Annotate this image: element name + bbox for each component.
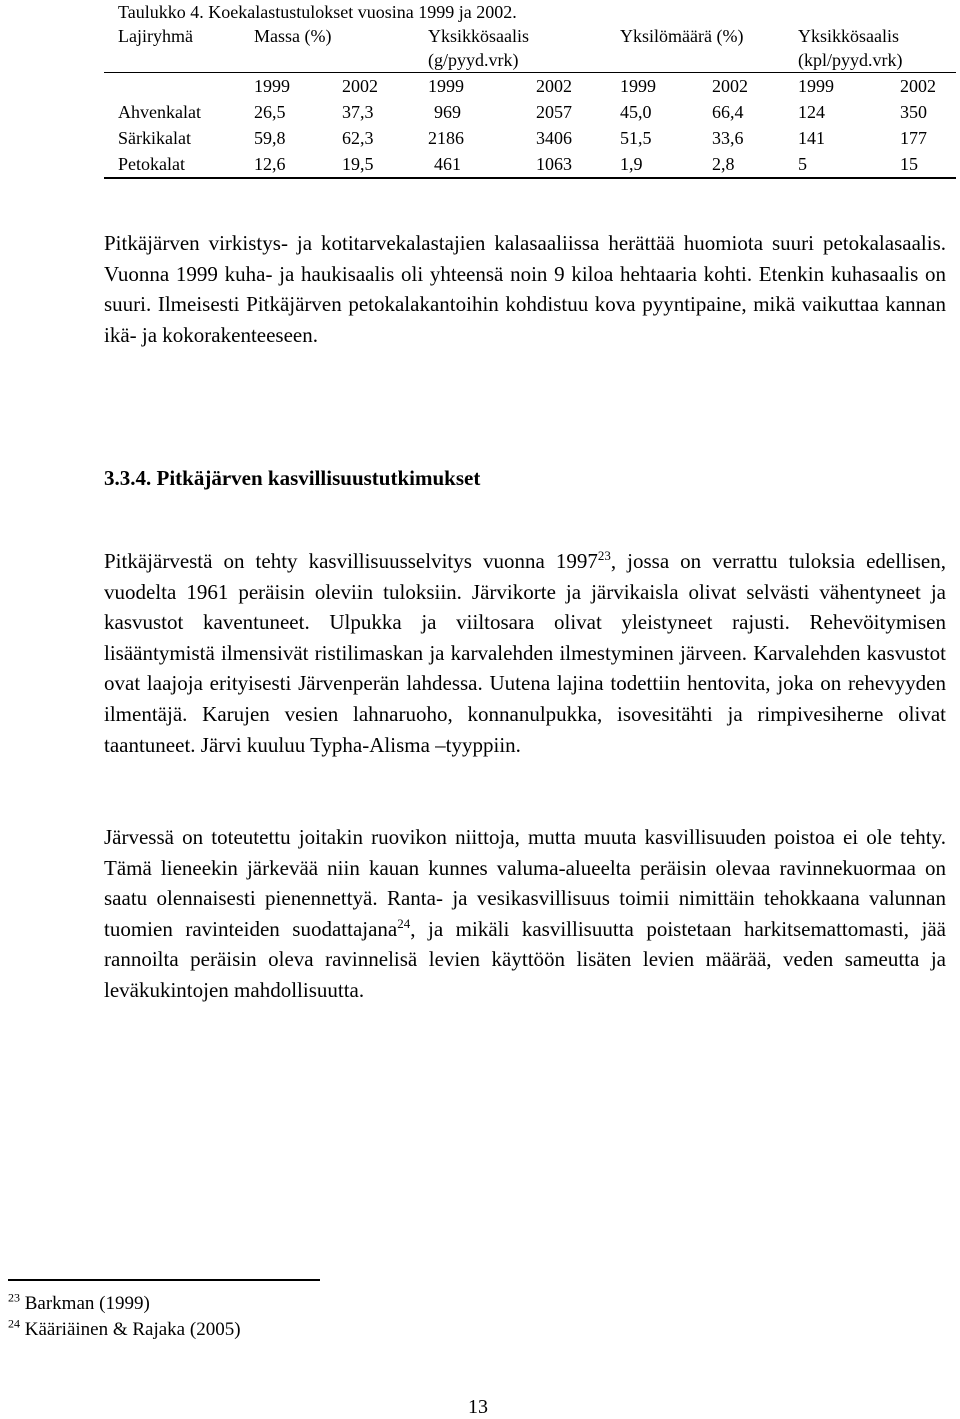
value-cell: 969: [434, 102, 462, 122]
value-cell: 59,8: [254, 128, 286, 148]
value-cell: 12,6: [250, 151, 334, 178]
results-table: [104, 24, 956, 179]
value-cell: 15: [882, 151, 956, 178]
table-row: [104, 151, 956, 178]
paragraph-vegetation-survey: [104, 546, 946, 760]
value-cell: 62,3: [342, 128, 374, 148]
header-group: Lajiryhmä: [104, 24, 250, 73]
footnote-number: 23: [8, 1290, 20, 1305]
value-cell: 45,0: [620, 102, 652, 122]
paragraph-text: Pitkäjärvestä on tehty kasvillisuusselvitys vuonna 1997: [104, 549, 598, 573]
value-cell: 26,5: [254, 102, 286, 122]
header-yksilomaara: Yksilömäärä (%): [612, 24, 792, 73]
header-massa: Massa (%): [250, 24, 420, 73]
value-cell: 37,3: [342, 102, 374, 122]
year-cell: 1999: [428, 76, 465, 96]
value-cell: 33,6: [712, 128, 744, 148]
value-cell: 2,8: [700, 151, 792, 178]
value-cell: 461: [420, 151, 520, 178]
paragraph-text: , jossa on verrattu tuloksia edellisen, vuodelta 1961 peräisin oleviin tuloksiin. Järvikorte ja järvikaisla olivat selvästi vähentyneet ja kasvustot kaventuneet. Ulpukka ja viiltosara olivat yleistyneet rajusti. Rehevöitymisen lisääntymistä ilmensivät ristilimaskan ja karvalehden ilmestyminen järveen. Karvalehden kasvustot ovat laajoja erityisesti Järvenperän lahdessa. Uutena lajina todettiin hentovita, joka on rehevyyden ilmentäjä. Karujen vesien lahnaruoho, konnanulpukka, isovesitähti ja rimpivesiherne olivat taantuneet. Järvi kuuluu Typha-Alisma –tyyppiin.: [104, 549, 946, 757]
footnote-text: Kääriäinen & Rajaka (2005): [24, 1319, 241, 1340]
section-heading: 3.3.4. Pitkäjärven kasvillisuustutkimukset: [104, 466, 481, 490]
year-cell: 2002: [900, 76, 937, 96]
value-cell: 51,5: [620, 128, 652, 148]
table-header-row: [104, 24, 956, 73]
footnote-number: 24: [8, 1316, 20, 1331]
value-cell: 5: [792, 151, 882, 178]
footnote-text: Barkman (1999): [24, 1293, 150, 1314]
value-cell: 19,5: [334, 151, 420, 178]
group-cell: Ahvenkalat: [118, 102, 201, 122]
paragraph-vegetation-management: [104, 822, 946, 1006]
year-row: [104, 73, 956, 100]
footnote-ref[interactable]: 24: [397, 915, 411, 931]
footnote-divider: [8, 1279, 320, 1281]
table-row: [104, 125, 956, 151]
year-cell: 1999: [254, 76, 290, 96]
value-cell: 2057: [536, 102, 573, 122]
group-cell: Särkikalat: [118, 128, 191, 148]
table-caption: Taulukko 4. Koekalastustulokset vuosina 1999 ja 2002.: [118, 2, 517, 22]
value-cell: 1063: [520, 151, 612, 178]
year-cell: 2002: [712, 76, 749, 96]
value-cell: 66,4: [712, 102, 744, 122]
value-cell: 124: [798, 102, 826, 122]
page-number: 13: [468, 1396, 488, 1418]
paragraph-text: Järvessä on toteutettu joitakin ruovikon niittoja, mutta muuta kasvillisuuden poistoa ei ole tehty. Tämä lieneekin järkevää niin kauan kunnes valuma-alueelta peräisin olevaa ravinnekuormaa on saatu olennaisesti pienennettyä. Ranta- ja vesikasvillisuus toimii nimittäin tehokkaana valunnan tuomien ravinteiden suodattajana: [104, 825, 946, 941]
year-cell: 1999: [620, 76, 657, 96]
footnote-item: [8, 1291, 241, 1317]
value-cell: 1,9: [612, 151, 700, 178]
header-yksikkosaalis-g: Yksikkösaalis (g/pyyd.vrk): [420, 24, 612, 73]
header-yksikkosaalis-kpl: Yksikkösaalis (kpl/pyyd.vrk): [792, 24, 956, 73]
year-cell: 1999: [798, 76, 835, 96]
year-empty-cell: [104, 73, 250, 100]
value-cell: 350: [900, 102, 928, 122]
group-cell: Petokalat: [104, 151, 250, 178]
value-cell: 141: [798, 128, 826, 148]
footnotes: [8, 1291, 241, 1343]
value-cell: 3406: [536, 128, 573, 148]
table-row: [104, 99, 956, 125]
value-cell: 177: [900, 128, 928, 148]
year-cell: 2002: [536, 76, 573, 96]
footnote-ref[interactable]: 23: [597, 548, 611, 563]
value-cell: 2186: [428, 128, 465, 148]
footnote-item: [8, 1317, 241, 1343]
year-cell: 2002: [342, 76, 378, 96]
paragraph-fishing: Pitkäjärven virkistys- ja kotitarvekalastajien kalasaaliissa herättää huomiota suuri petokalasaalis. Vuonna 1999 kuha- ja haukisaalis oli yhteensä noin 9 kiloa hehtaaria kohti. Etenkin kuhasaalis on suuri. Ilmeisesti Pitkäjärven petokalakantoihin kohdistuu kova pyyntipaine, mikä vaikuttaa kannan ikä- ja kokorakenteeseen.: [104, 231, 946, 347]
paragraph-text: , ja mikäli kasvillisuutta poistetaan harkitsemattomasti, jää rannoilta peräisin oleva ravinnelisä levien käyttöön lisäten levien määrää, veden sameutta ja leväkukintojen mahdollisuutta.: [104, 916, 946, 1002]
